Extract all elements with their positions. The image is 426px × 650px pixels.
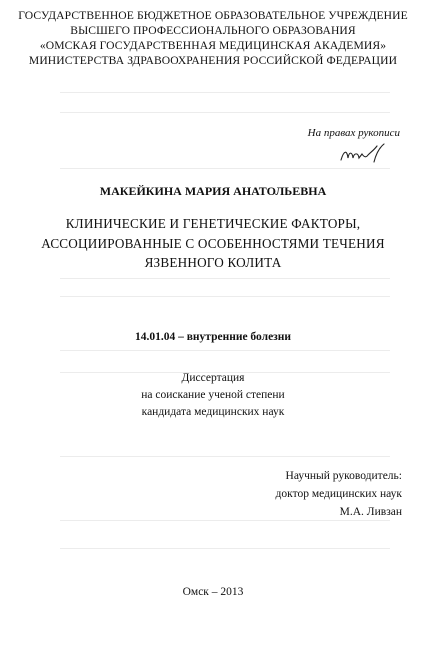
- institution-header: [0, 8, 426, 68]
- degree-line: кандидата медицинских наук: [141, 406, 285, 418]
- city-year: Омск – 2013: [182, 586, 244, 598]
- bleed-through-line: [60, 456, 390, 457]
- bleed-through-line: [60, 296, 390, 297]
- bleed-through-line: [60, 548, 390, 549]
- institution-line: МИНИСТЕРСТВА ЗДРАВООХРАНЕНИЯ РОССИЙСКОЙ ФЕДЕРАЦИИ: [28, 54, 398, 67]
- supervisor-block: [276, 467, 402, 521]
- handwritten-signature: [338, 142, 388, 168]
- manuscript-rights: На правах рукописи: [307, 127, 400, 139]
- bleed-through-line: [60, 92, 390, 93]
- supervisor-label: Научный руководитель:: [285, 470, 402, 482]
- bleed-through-line: [60, 278, 390, 279]
- supervisor-degree: доктор медицинских наук: [275, 488, 402, 500]
- thesis-title: [0, 214, 426, 273]
- degree-statement: [0, 370, 426, 421]
- degree-line: на соискание ученой степени: [141, 389, 285, 401]
- bleed-through-line: [60, 112, 390, 113]
- author-name: МАКЕЙКИНА МАРИЯ АНАТОЛЬЕВНА: [99, 184, 327, 198]
- thesis-title-line: АССОЦИИРОВАННЫЕ С ОСОБЕННОСТЯМИ ТЕЧЕНИЯ: [41, 235, 385, 251]
- institution-line: ВЫСШЕГО ПРОФЕССИОНАЛЬНОГО ОБРАЗОВАНИЯ: [70, 24, 356, 37]
- institution-line: «ОМСКАЯ ГОСУДАРСТВЕННАЯ МЕДИЦИНСКАЯ АКАДЕМИЯ»: [39, 39, 387, 52]
- specialty: 14.01.04 – внутренние болезни: [134, 331, 292, 343]
- institution-line: ГОСУДАРСТВЕННОЕ БЮДЖЕТНОЕ ОБРАЗОВАТЕЛЬНОЕ УЧРЕЖДЕНИЕ: [18, 9, 408, 22]
- bleed-through-line: [60, 350, 390, 351]
- thesis-title-line: ЯЗВЕННОГО КОЛИТА: [144, 255, 282, 270]
- bleed-through-line: [60, 168, 390, 169]
- supervisor-name: М.А. Ливзан: [339, 506, 402, 518]
- thesis-title-line: КЛИНИЧЕСКИЕ И ГЕНЕТИЧЕСКИЕ ФАКТОРЫ,: [65, 216, 361, 231]
- degree-line: Диссертация: [181, 372, 245, 384]
